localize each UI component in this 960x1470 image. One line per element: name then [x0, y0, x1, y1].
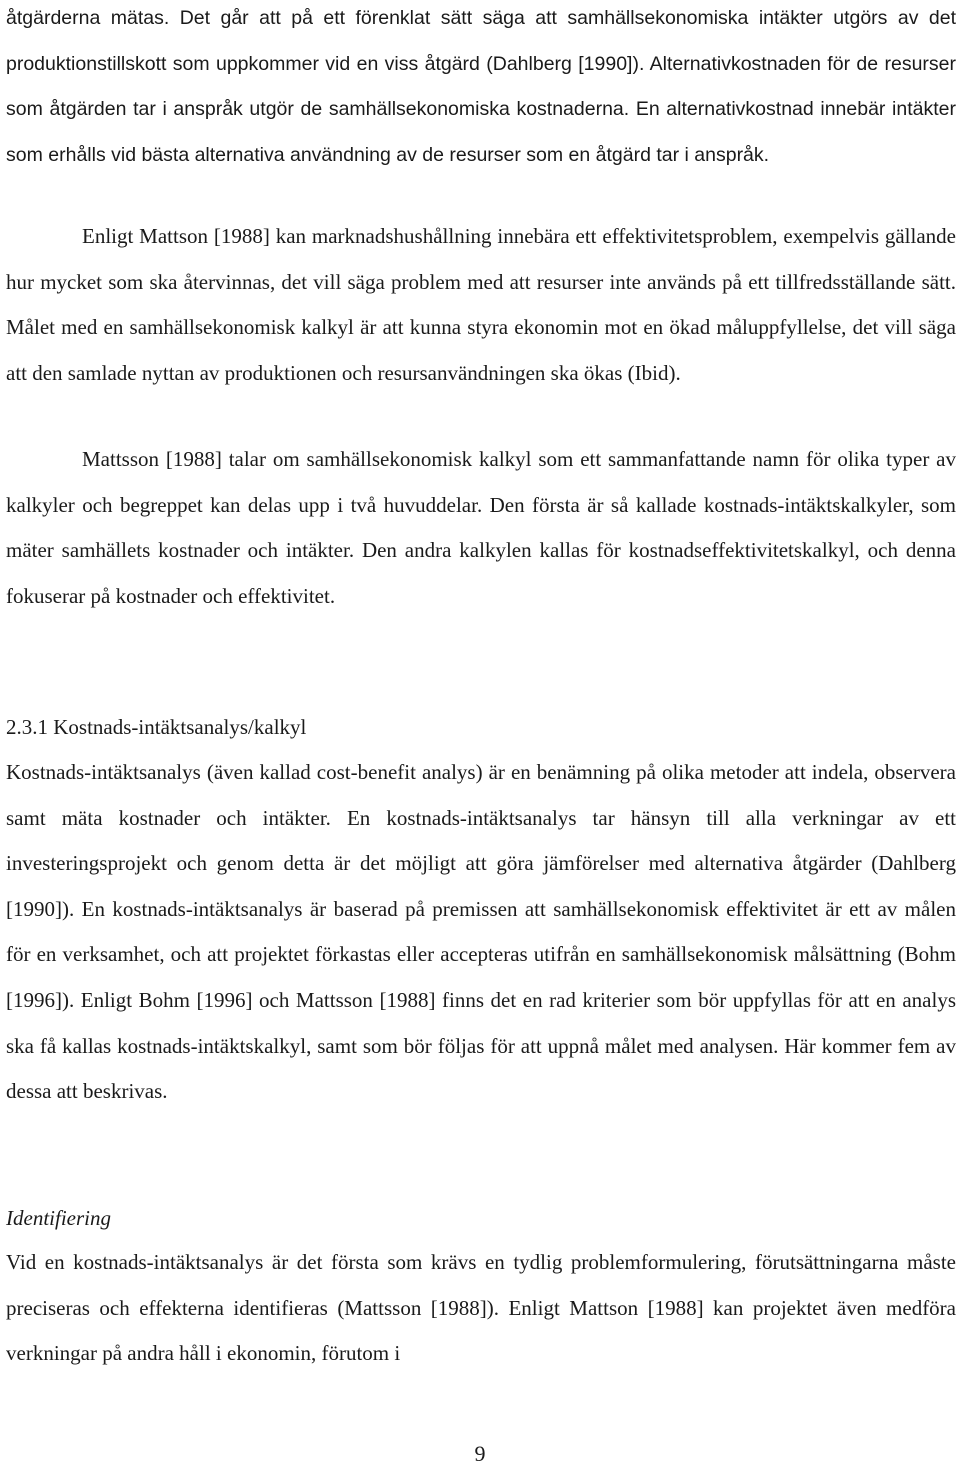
paragraph-block-3	[6, 437, 956, 619]
page-number: 9	[474, 1441, 486, 1466]
subsection-body-block	[6, 1240, 956, 1377]
paragraph-samhallsekonomisk-kalkyl: Mattsson [1988] talar om samhällsekonomisk kalkyl som ett sammanfattande namn för olika typer av kalkyler och begreppet kan delas upp i två huvuddelar. Den första är så kallade kostnads-intäktskalkyler, som mäter samhällets kostnader och intäkter. Den andra kalkylen kallas för kostnadseffektivitetskalkyl, och denna fokuserar på kostnader och effektivitet.	[6, 447, 956, 608]
paragraph-intro: åtgärderna mätas. Det går att på ett förenklat sätt säga att samhällsekonomiska intäkter utgörs av det produktionstillskott som uppkommer vid en viss åtgärd (Dahlberg [1990]). Alternativkostnaden för de resurser som åtgärden tar i anspråk utgör de samhällsekonomiska kostnaderna. En alternativkostnad innebär intäkter som erhålls vid bästa alternativa användning av de resurser som en åtgärd tar i anspråk.	[6, 7, 956, 166]
subsection-body: Vid en kostnads-intäktsanalys är det första som krävs en tydlig problemformulering, förutsättningarna måste preciseras och effekterna identifieras (Mattsson [1988]). Enligt Mattson [1988] kan projektet även medföra verkningar på andra håll i ekonomin, förutom i	[6, 1250, 956, 1366]
section-body: Kostnads-intäktsanalys (även kallad cost-benefit analys) är en benämning på olika metoder att indela, observera samt mäta kostnader och intäkter. En kostnads-intäktsanalys tar hänsyn till alla verkningar av ett investeringsprojekt och genom detta är det möjligt att göra jämförelser med alternativa åtgärder (Dahlberg [1990]). En kostnads-intäktsanalys är baserad på premissen att samhällsekonomisk effektivitet är ett av målen för en verksamhet, och att projektet förkastas eller accepteras utifrån en samhällsekonomisk målsättning (Bohm [1996]). Enligt Bohm [1996] och Mattsson [1988] finns det en rad kriterier som bör uppfyllas för att en analys ska få kallas kostnads-intäktskalkyl, samt som bör följas för att uppnå målet med analysen. Här kommer fem av dessa att beskrivas.	[6, 760, 956, 1104]
subsection-heading: Identifiering	[6, 1206, 111, 1230]
section-heading: 2.3.1 Kostnads-intäktsanalys/kalkyl	[6, 715, 307, 739]
paragraph-marknadshushallning: Enligt Mattson [1988] kan marknadshushållning innebära ett effektivitetsproblem, exempelvis gällande hur mycket som ska återvinnas, det vill säga problem med att resurser inte används på ett tillfredsställande sätt. Målet med en samhällsekonomisk kalkyl är att kunna styra ekonomin mot en ökad måluppfyllelse, det vill säga att den samlade nyttan av produktionen och resursanvändningen ska ökas (Ibid).	[6, 224, 956, 385]
section-body-block	[6, 750, 956, 1115]
paragraph-block-2	[6, 214, 956, 396]
